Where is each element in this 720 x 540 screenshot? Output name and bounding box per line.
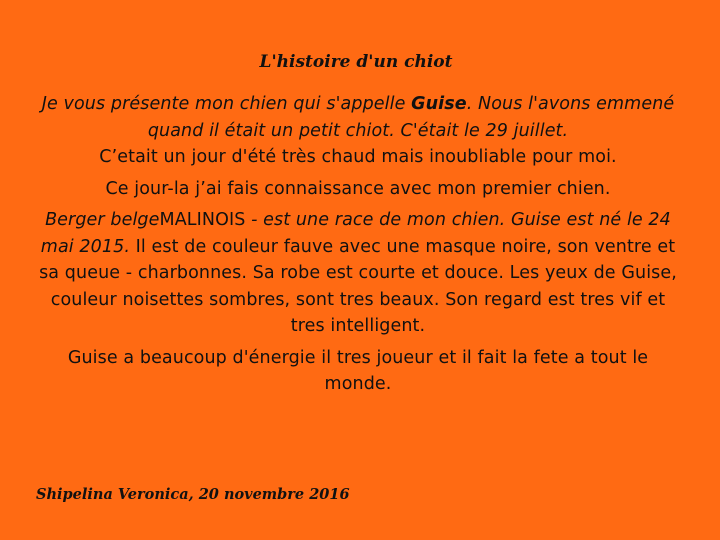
intro-last-line: C’etait un jour d'été très chaud mais inoubliable pour moi. — [99, 147, 617, 167]
intro-text: Je vous présente mon chien qui s'appelle — [41, 94, 412, 114]
breed-prefix: Berger belge — [45, 210, 160, 230]
story-body — [38, 91, 678, 403]
breed-name: MALINOIS — [159, 210, 246, 230]
dog-description: Il est de couleur fauve avec une masque noire, son ventre et sa queue - charbonnes. Sa robe est courte et douce. Les yeux de Guise, couleur noisettes sombres, sont tres beaux. Son regard est tres vif et tres intelligent. — [39, 236, 677, 336]
paragraph-energy: Guise a beaucoup d'énergie il tres joueur et il fait la fete a tout le monde. — [67, 347, 649, 394]
paragraph-intro — [38, 91, 678, 171]
breed-continuation: - est une race de mon chien. Guise est né le 24 mai 2015. — [40, 210, 671, 257]
paragraph-breed — [38, 207, 678, 340]
intro-continuation: . Nous l'avons emmené quand il était un petit chiot. C'était le 29 juillet. — [147, 94, 675, 141]
author-signature: Shipelina Veronica, 20 novembre 2016 — [36, 486, 350, 503]
dog-name: Guise — [411, 94, 467, 114]
slide-title: L'histoire d'un chiot — [259, 52, 453, 72]
paragraph-meeting: Ce jour-la j’ai fais connaissance avec mon premier chien. — [105, 178, 611, 199]
